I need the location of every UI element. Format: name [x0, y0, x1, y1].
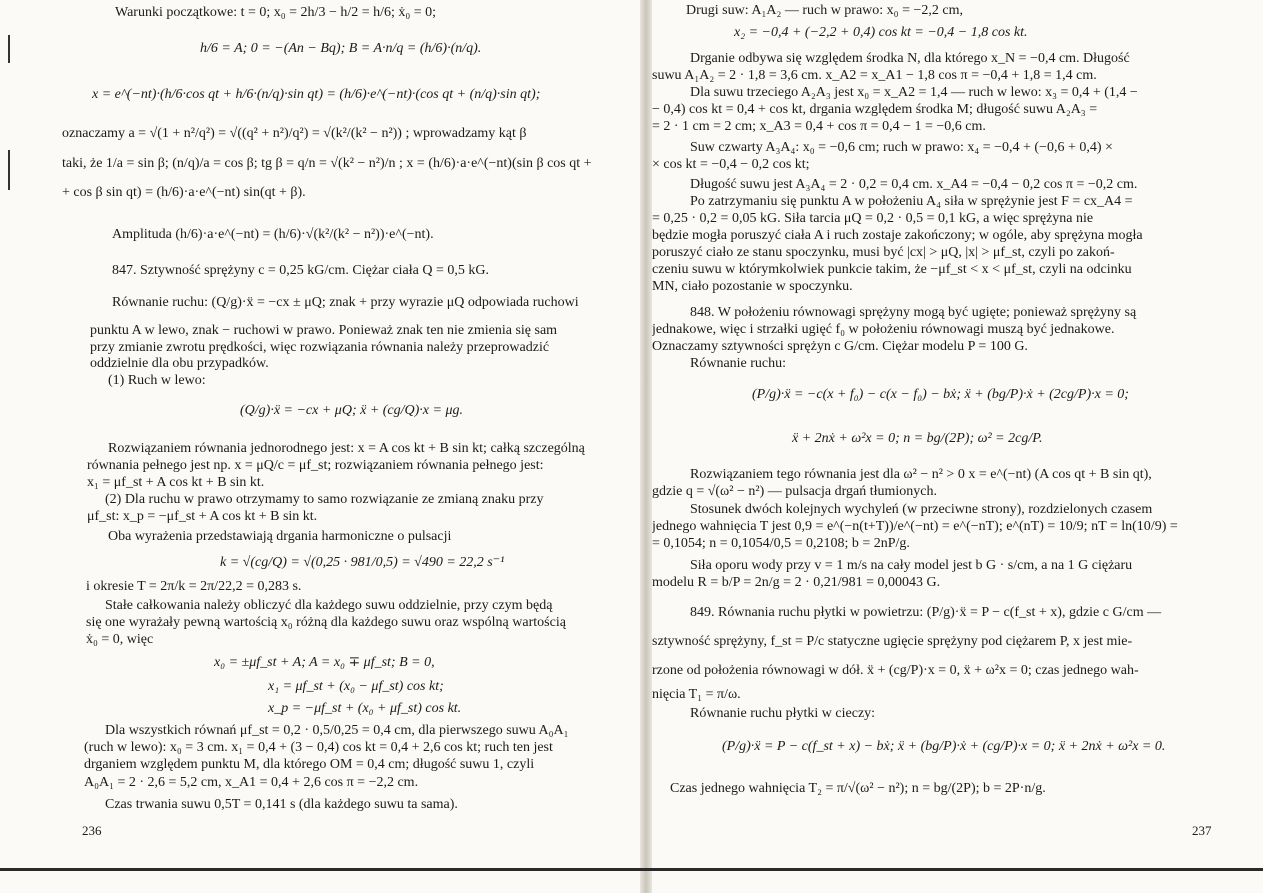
- text-line: = 2 · 1 cm = 2 cm; x_A3 = 0,4 + cos π = 0,4 − 1 = −0,6 cm.: [652, 119, 986, 134]
- text-line: x₁ = μf_st + A cos kt + B sin kt.: [87, 475, 265, 490]
- scan-edge-mark: [8, 150, 10, 190]
- text-line: Czas trwania suwu 0,5T = 0,141 s (dla każdego suwu ta sama).: [105, 797, 458, 812]
- text-line: Stosunek dwóch kolejnych wychyleń (w przeciwne strony), rozdzielonych czasem: [690, 502, 1153, 517]
- text-line: czeniu suwu w którymkolwiek punkcie takim, że −μf_st < x < μf_st, czyli na odcinku: [652, 262, 1132, 277]
- text-line: suwu A₁A₂ = 2 · 1,8 = 3,6 cm. x_A2 = x_A1 − 1,8 cos π = −0,4 + 1,8 = 1,4 cm.: [652, 68, 1097, 83]
- text-line: MN, ciało pozostanie w spoczynku.: [652, 279, 853, 294]
- text-line: (ruch w lewo): x₀ = 3 cm. x₁ = 0,4 + (3 − 0,4) cos kt = 0,4 + 2,6 cos kt; ruch ten jest: [84, 740, 553, 755]
- text-line: poruszyć ciało ze stanu spoczynku, musi być |cx| > μQ, |x| > μf_st, czyli po zakoń-: [652, 245, 1115, 260]
- formula-line: h/6 = A; 0 = −(An − Bq); B = A·n/q = (h/6)·(n/q).: [200, 41, 482, 56]
- text-line: oznaczamy a = √(1 + n²/q²) = √((q² + n²)/q²) = √(k²/(k² − n²)) ; wprowadzamy kąt β: [62, 126, 527, 141]
- page-number: 236: [82, 823, 102, 838]
- text-line: sztywność sprężyny, f_st = P/c statyczne ugięcie sprężyny pod ciężarem P, x jest mie-: [652, 634, 1133, 649]
- text-line: Suw czwarty A₃A₄: x₀ = −0,6 cm; ruch w prawo: x₄ = −0,4 + (−0,6 + 0,4) ×: [690, 140, 1113, 155]
- text-line: Siła oporu wody przy v = 1 m/s na cały model jest b G · s/cm, a na 1 G ciężaru: [690, 558, 1133, 573]
- text-line: − 0,4) cos kt = 0,4 + cos kt, drgania względem środka M; długość suwu A₂A₃ =: [652, 102, 1098, 117]
- text-line: oddzielnie dla obu przypadków.: [90, 356, 269, 371]
- formula-line: x₀ = ±μf_st + A; A = x₀ ∓ μf_st; B = 0,: [214, 655, 435, 670]
- text-line: równania pełnego jest np. x = μQ/c = μf_st; rozwiązaniem równania pełnego jest:: [87, 458, 544, 473]
- text-line: Drugi suw: A₁A₂ — ruch w prawo: x₀ = −2,2 cm,: [686, 3, 963, 18]
- text-line: Czas jednego wahnięcia T₂ = π/√(ω² − n²); n = bg/(2P); b = 2P·n/g.: [670, 781, 1046, 796]
- scan-edge-mark: [8, 35, 10, 63]
- formula-line: (P/g)·ẍ = −c(x + f₀) − c(x − f₀) − bẋ; ẍ + (bg/P)·ẋ + (2cg/P)·x = 0;: [752, 387, 1129, 402]
- text-line: Równanie ruchu:: [690, 356, 787, 371]
- scan-bottom-edge: [0, 868, 1263, 871]
- text-line: nięcia T₁ = π/ω.: [652, 687, 741, 702]
- text-line: Rozwiązaniem równania jednorodnego jest: x = A cos kt + B sin kt; całką szczególną: [108, 441, 585, 456]
- text-line: Dla suwu trzeciego A₂A₃ jest x₀ = x_A2 = 1,4 — ruch w lewo: x₃ = 0,4 + (1,4 −: [690, 85, 1138, 100]
- formula-line: x_p = −μf_st + (x₀ + μf_st) cos kt.: [268, 701, 462, 716]
- text-line: jednego wahnięcia T jest 0,9 = e^(−n(t+T))/e^(−nt) = e^(−nT); e^(nT) = 10/9; nT = ln(10/9) =: [652, 519, 1178, 534]
- formula-line: k = √(cg/Q) = √(0,25 · 981/0,5) = √490 = 22,2 s⁻¹: [220, 555, 505, 570]
- text-line: Amplituda (h/6)·a·e^(−nt) = (h/6)·√(k²/(k² − n²))·e^(−nt).: [112, 227, 434, 242]
- text-line: gdzie q = √(ω² − n²) — pulsacja drgań tłumionych.: [652, 484, 937, 499]
- text-line: jednakowe, więc i strzałki ugięć f₀ w położeniu równowagi muszą być jednakowe.: [652, 322, 1115, 337]
- text-line: Drganie odbywa się względem środka N, dla którego x_N = −0,4 cm. Długość: [690, 51, 1130, 66]
- text-line: przy zmianie zwrotu prędkości, więc rozwiązania równania należy przeprowadzić: [90, 340, 550, 355]
- right-page: [652, 0, 1263, 893]
- text-line: + cos β sin qt) = (h/6)·a·e^(−nt) sin(qt + β).: [62, 185, 306, 200]
- formula-line: ẍ + 2nẋ + ω²x = 0; n = bg/(2P); ω² = 2cg/P.: [792, 431, 1043, 446]
- text-line: Dla wszystkich równań μf_st = 0,2 · 0,5/0,25 = 0,4 cm, dla pierwszego suwu A₀A₁: [105, 723, 569, 738]
- text-line: μf_st: x_p = −μf_st + A cos kt + B sin kt.: [87, 509, 318, 524]
- formula-line: x₁ = μf_st + (x₀ − μf_st) cos kt;: [268, 679, 444, 694]
- formula-line: x₂ = −0,4 + (−2,2 + 0,4) cos kt = −0,4 − 1,8 cos kt.: [734, 25, 1028, 40]
- text-line: Długość suwu jest A₃A₄ = 2 · 0,2 = 0,4 cm. x_A4 = −0,4 − 0,2 cos π = −0,2 cm.: [690, 177, 1138, 192]
- problem-heading-849: 849. Równania ruchu płytki w powietrzu: (P/g)·ẍ = P − c(f_st + x), gdzie c G/cm —: [690, 605, 1162, 620]
- text-line: Oznaczamy sztywności sprężyn c G/cm. Ciężar modelu P = 100 G.: [652, 339, 1028, 354]
- text-line: rzone od położenia równowagi w dół. ẍ + (cg/P)·x = 0, ẍ + ω²x = 0; czas jednego wah-: [652, 663, 1139, 678]
- formula-line: (P/g)·ẍ = P − c(f_st + x) − bẋ; ẍ + (bg/P)·ẋ + (cg/P)·x = 0; ẍ + 2nẋ + ω²x = 0.: [722, 739, 1166, 754]
- page-number: 237: [1192, 823, 1212, 838]
- text-line: (2) Dla ruchu w prawo otrzymamy to samo rozwiązanie ze zmianą znaku przy: [105, 492, 544, 507]
- formula-line: (Q/g)·ẍ = −cx + μQ; ẍ + (cg/Q)·x = μg.: [240, 403, 463, 418]
- text-line: się one wyrażały pewną wartością x₀ różną dla każdego suwu oraz wspólną wartością: [86, 615, 566, 630]
- text-line: będzie mogła poruszyć ciała A i ruch zostaje zakończony; w ogóle, aby sprężyna mogła: [652, 228, 1143, 243]
- text-line: (1) Ruch w lewo:: [108, 373, 206, 388]
- text-line: × cos kt = −0,4 − 0,2 cos kt;: [652, 157, 810, 172]
- text-line: taki, że 1/a = sin β; (n/q)/a = cos β; tg β = q/n = √(k² − n²)/n ; x = (h/6)·a·e^(−nt)(sin β cos qt +: [62, 156, 592, 171]
- text-line: = 0,1054; n = 0,1054/0,5 = 0,2108; b = 2nP/g.: [652, 536, 910, 551]
- text-line: = 0,25 · 0,2 = 0,05 kG. Siła tarcia μQ = 0,2 · 0,5 = 0,1 kG, a więc sprężyna nie: [652, 211, 1094, 226]
- text-line: Warunki początkowe: t = 0; x₀ = 2h/3 − h/2 = h/6; ẋ₀ = 0;: [115, 5, 437, 20]
- text-line: modelu R = b/P = 2n/g = 2 · 0,21/981 = 0,00043 G.: [652, 575, 941, 590]
- problem-heading-847: 847. Sztywność sprężyny c = 0,25 kG/cm. Ciężar ciała Q = 0,5 kG.: [112, 263, 489, 278]
- formula-line: x = e^(−nt)·(h/6·cos qt + h/6·(n/q)·sin qt) = (h/6)·e^(−nt)·(cos qt + (n/q)·sin qt);: [92, 87, 541, 102]
- text-line: Rozwiązaniem tego równania jest dla ω² − n² > 0 x = e^(−nt) (A cos qt + B sin qt),: [690, 467, 1152, 482]
- text-line: Po zatrzymaniu się punktu A w położeniu A₄ siła w sprężynie jest F = cx_A4 =: [690, 194, 1133, 209]
- text-line: A₀A₁ = 2 · 2,6 = 5,2 cm, x_A1 = 0,4 + 2,6 cos π = −2,2 cm.: [84, 775, 419, 790]
- text-line: Równanie ruchu płytki w cieczy:: [690, 706, 876, 721]
- text-line: Stałe całkowania należy obliczyć dla każdego suwu oddzielnie, przy czym będą: [105, 598, 553, 613]
- text-line: i okresie T = 2π/k = 2π/22,2 = 0,283 s.: [86, 579, 302, 594]
- text-line: ẋ₀ = 0, więc: [86, 632, 154, 647]
- text-line: punktu A w lewo, znak − ruchowi w prawo. Ponieważ znak ten nie zmienia się sam: [90, 323, 558, 338]
- book-gutter: [640, 0, 652, 893]
- text-line: Oba wyrażenia przedstawiają drgania harmoniczne o pulsacji: [108, 529, 452, 544]
- text-line: Równanie ruchu: (Q/g)·ẍ = −cx ± μQ; znak + przy wyrazie μQ odpowiada ruchowi: [112, 295, 579, 310]
- problem-heading-848: 848. W położeniu równowagi sprężyny mogą być ugięte; ponieważ sprężyny są: [690, 305, 1137, 320]
- text-line: drganiem względem punktu M, dla którego OM = 0,4 cm; długość suwu 1, czyli: [84, 757, 535, 772]
